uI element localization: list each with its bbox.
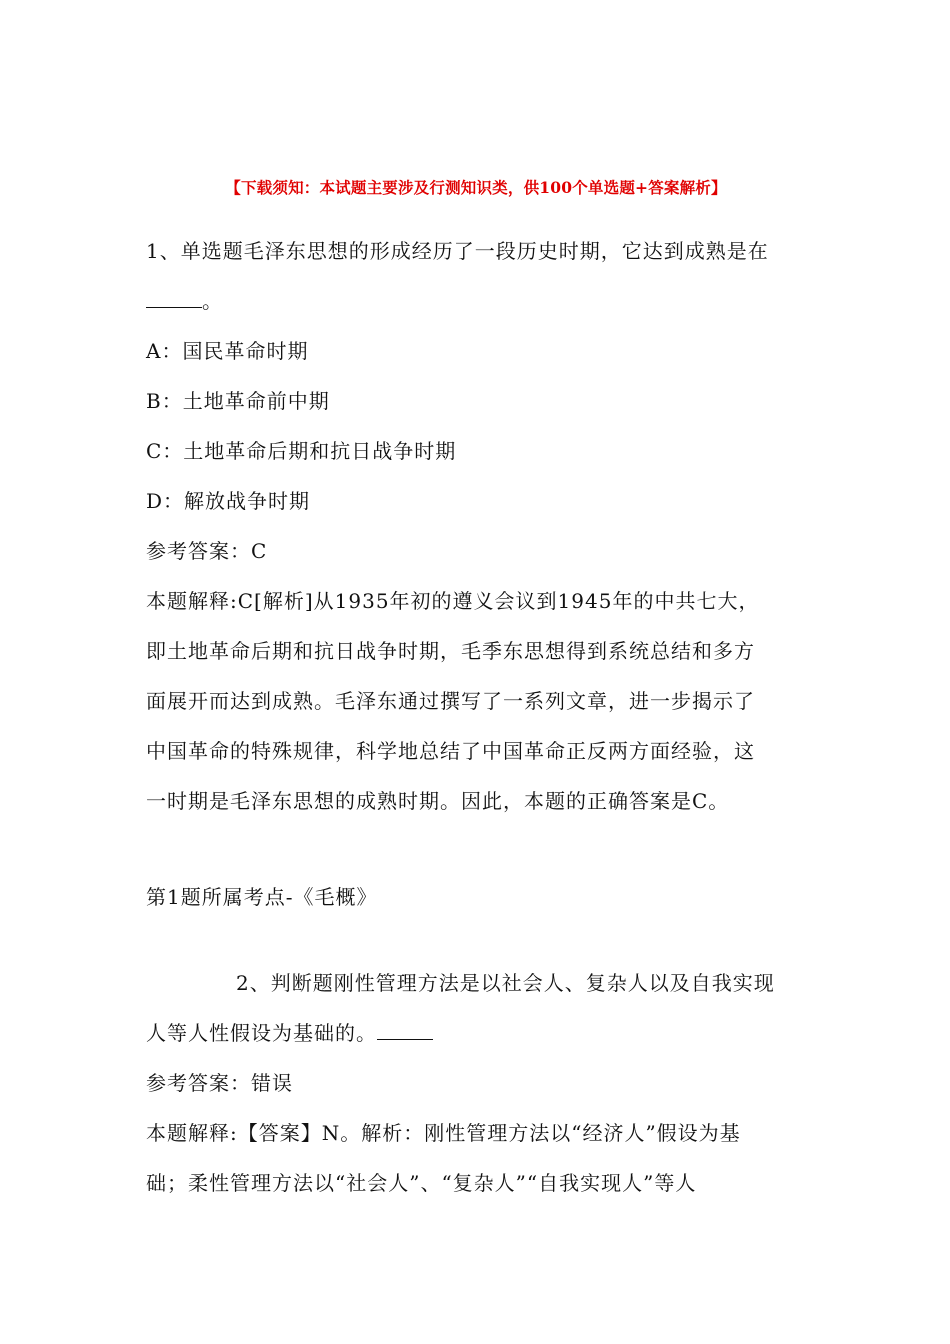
- question-1-answer: 参考答案：C: [146, 539, 268, 563]
- question-1-explanation-line-3: 面展开而达到成熟。毛泽东通过撰写了一系列文章，进一步揭示了: [146, 689, 755, 713]
- question-2-explanation-line-1: 本题解释:【答案】N。解析：刚性管理方法以“经济人”假设为基: [146, 1121, 741, 1145]
- question-2: [146, 958, 806, 1208]
- question-1-stem-line-1: 1、单选题毛泽东思想的形成经历了一段历史时期，它达到成熟是在: [146, 239, 769, 263]
- question-1-stem-line-2: [146, 276, 806, 326]
- question-2-explanation-line-2: 础；柔性管理方法以“社会人”、“复杂人”“自我实现人”等人: [146, 1171, 697, 1195]
- question-1-explanation-line-5: 一时期是毛泽东思想的成熟时期。因此，本题的正确答案是C。: [146, 789, 730, 813]
- question-2-stem-line-1: 2、判断题刚性管理方法是以社会人、复杂人以及自我实现: [236, 971, 775, 995]
- question-1-topic: 第1题所属考点-《毛概》: [146, 885, 378, 909]
- question-2-stem-text: 人等人性假设为基础的。: [146, 1021, 377, 1045]
- question-2-stem-line-2: [146, 1008, 806, 1058]
- download-notice: 【下载须知：本试题主要涉及行测知识类，供100个单选题+答案解析】: [225, 178, 727, 197]
- question-1: [146, 226, 806, 922]
- answer-blank: [377, 1025, 433, 1040]
- question-2-answer: 参考答案：错误: [146, 1071, 293, 1095]
- question-1-stem-suffix: 。: [202, 289, 223, 313]
- option-c: C：土地革命后期和抗日战争时期: [146, 439, 457, 463]
- option-a: A：国民革命时期: [146, 339, 309, 363]
- question-1-explanation-line-4: 中国革命的特殊规律，科学地总结了中国革命正反两方面经验，这: [146, 739, 755, 763]
- spacer: [146, 826, 806, 872]
- answer-blank: [146, 293, 202, 308]
- option-b: B：土地革命前中期: [146, 389, 330, 413]
- question-1-explanation-line-2: 即土地革命后期和抗日战争时期，毛季东思想得到系统总结和多方: [146, 639, 755, 663]
- question-1-explanation-line-1: 本题解释:C[解析]从1935年初的遵义会议到1945年的中共七大，: [146, 589, 760, 613]
- option-d: D：解放战争时期: [146, 489, 311, 513]
